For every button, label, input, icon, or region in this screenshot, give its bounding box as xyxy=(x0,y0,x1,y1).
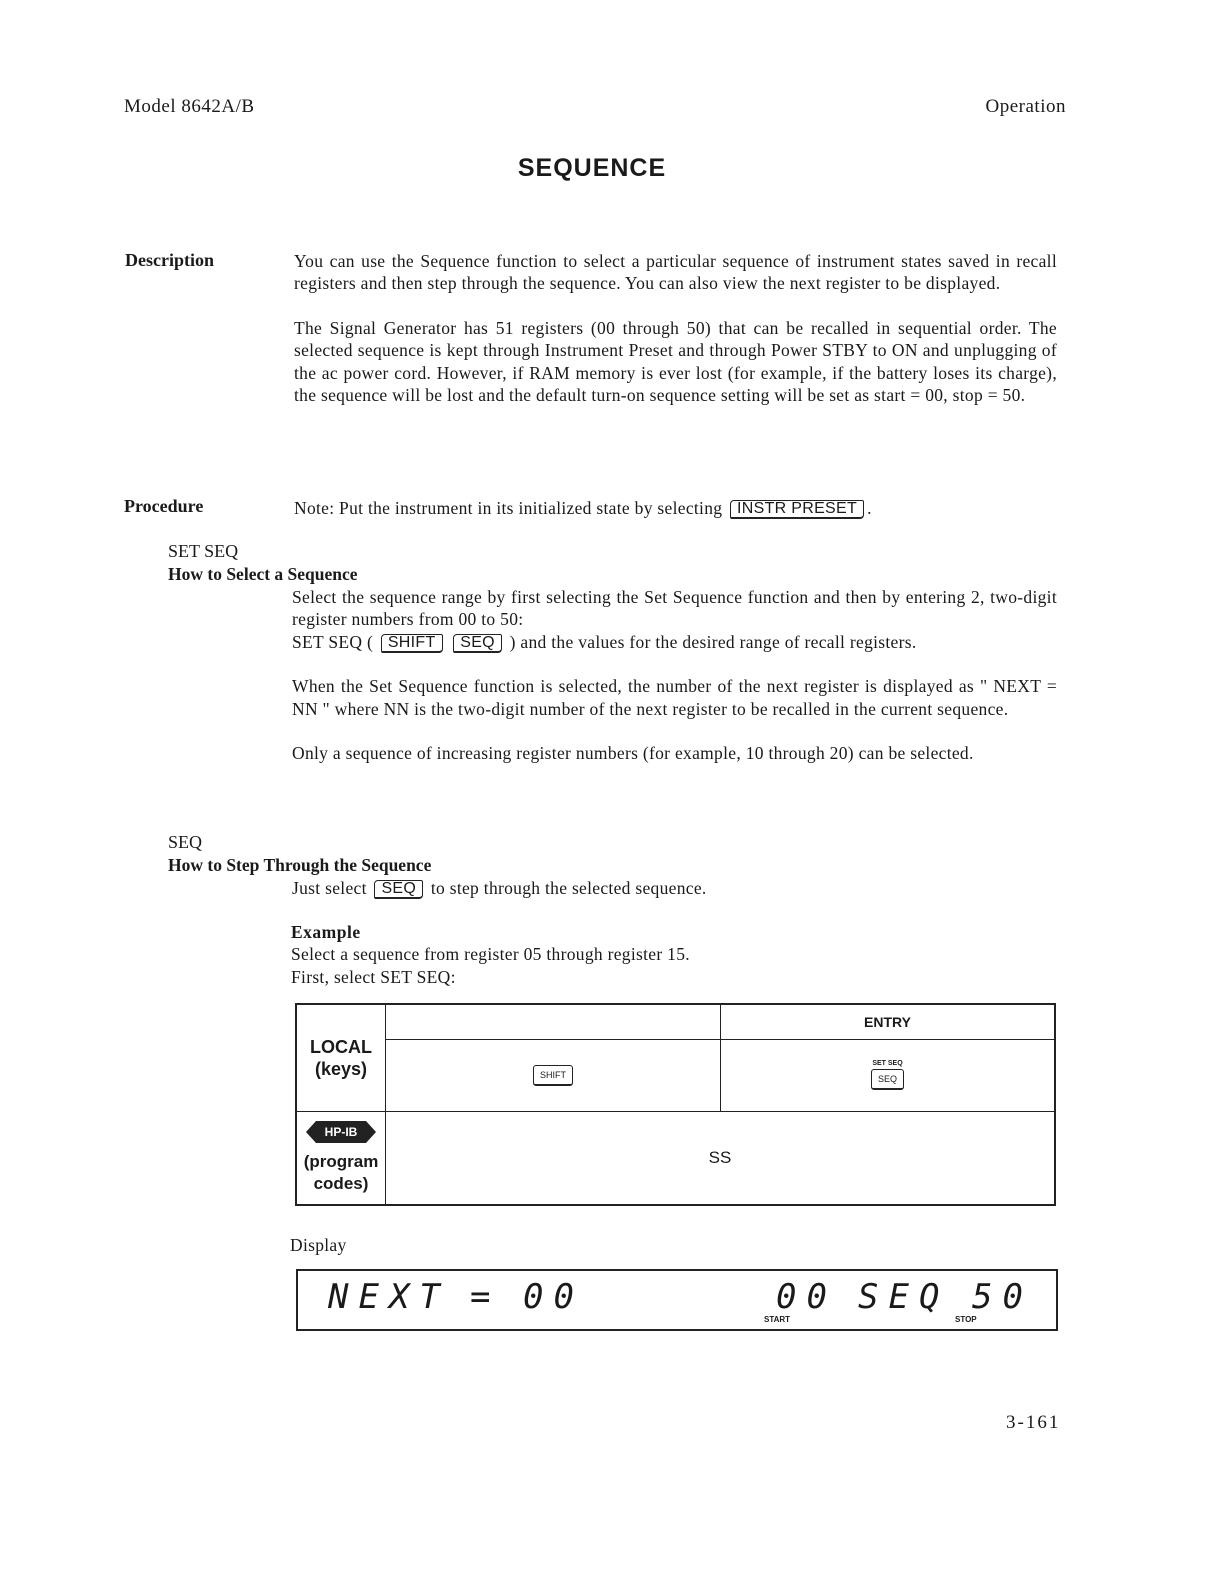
display-readout xyxy=(296,1269,1058,1331)
program-label: (program xyxy=(303,1151,379,1171)
set-seq-body xyxy=(292,586,1057,764)
seq-subheading: How to Step Through the Sequence xyxy=(168,855,432,875)
set-seq-paragraph-3: Only a sequence of increasing register numbers (for example, 10 through 20) can be selected. xyxy=(292,743,974,764)
local-label: LOCAL xyxy=(310,1036,372,1057)
set-seq-key-label: SET SEQ xyxy=(872,1060,903,1067)
local-keys-cell xyxy=(296,1004,386,1111)
set-seq-subheading: How to Select a Sequence xyxy=(168,564,358,584)
seq-step-key: SEQ xyxy=(374,880,423,899)
description-body xyxy=(294,250,1057,406)
program-code-cell: SS xyxy=(386,1111,1056,1205)
set-seq-paragraph-1: Select the sequence range by first selecting the Set Sequence function and then by entering 2, two-digit register numbers from 00 to 50: xyxy=(292,587,1057,630)
description-paragraph-1: You can use the Sequence function to select a particular sequence of instrument states saved in recall registers and then step through the sequence. You can also view the next register to be displayed. xyxy=(294,251,1057,294)
blank-header-cell xyxy=(386,1004,721,1039)
description-paragraph-2: The Signal Generator has 51 registers (00 through 50) that can be recalled in sequential order. The selected sequence is kept through Instrument Preset and through Power STBY to ON and unplugging of the ac power cord. However, if RAM memory is ever lost (for example, if the battery loses its charge), the sequence will be lost and the default turn-on sequence setting will be set as start = 00, stop = 50. xyxy=(294,317,1057,406)
section-header: Operation xyxy=(985,96,1066,117)
set-seq-line-prefix: SET SEQ ( xyxy=(292,631,374,652)
display-label: Display xyxy=(290,1235,347,1255)
procedure-label: Procedure xyxy=(124,496,204,516)
display-next-value: 00 xyxy=(523,1277,584,1317)
example-line-1: Select a sequence from register 05 through register 15. xyxy=(291,944,690,965)
example-line-2: First, select SET SEQ: xyxy=(291,966,456,987)
page-number: 3-161 xyxy=(1006,1412,1061,1433)
set-seq-key-cell xyxy=(721,1039,1056,1111)
display-stop-label: STOP xyxy=(955,1315,977,1324)
shift-key-cell xyxy=(386,1039,721,1111)
shift-key: SHIFT xyxy=(381,634,443,653)
seq-key: SEQ xyxy=(453,634,502,653)
page-title: SEQUENCE xyxy=(517,154,667,182)
display-stop-value: 50 xyxy=(972,1277,1033,1317)
display-start-label: START xyxy=(764,1315,791,1324)
seq-line-prefix: Just select xyxy=(292,878,367,898)
display-next-text: NEXT xyxy=(328,1277,450,1317)
display-start-value: 00 xyxy=(776,1277,837,1317)
seq-key-line xyxy=(292,877,1057,899)
procedure-note xyxy=(294,497,1057,519)
hpib-cell xyxy=(296,1111,386,1205)
keys-label: (keys) xyxy=(314,1058,368,1079)
set-seq-paragraph-2: When the Set Sequence function is selected, the number of the next register is displayed as " NEXT = NN " where NN is the two-digit number of the next register to be recalled in the current sequence. xyxy=(292,676,1057,719)
program-code-table xyxy=(295,1003,1056,1206)
example-block xyxy=(291,921,1056,988)
seq-heading: SEQ xyxy=(168,832,203,852)
seq-line-suffix: to step through the selected sequence. xyxy=(430,878,707,898)
model-header: Model 8642A/B xyxy=(124,96,255,117)
set-seq-heading: SET SEQ xyxy=(168,541,239,561)
display-seq-text: SEQ xyxy=(858,1277,950,1317)
note-suffix: . xyxy=(867,498,872,518)
set-seq-key-line xyxy=(292,631,1057,653)
hpib-badge: HP-IB xyxy=(316,1121,367,1143)
note-text: Note: Put the instrument in its initialized state by selecting xyxy=(294,498,723,518)
seq-key-diagram: SEQ xyxy=(871,1069,904,1090)
example-heading: Example xyxy=(291,922,361,942)
display-equals: = xyxy=(470,1277,501,1317)
set-seq-line-suffix: ) and the values for the desired range of recall registers. xyxy=(509,631,917,652)
shift-key-diagram: SHIFT xyxy=(533,1065,573,1086)
codes-label: codes) xyxy=(313,1173,369,1193)
entry-header-cell: ENTRY xyxy=(721,1004,1056,1039)
description-label: Description xyxy=(125,250,214,270)
instr-preset-key: INSTR PRESET xyxy=(730,500,864,519)
